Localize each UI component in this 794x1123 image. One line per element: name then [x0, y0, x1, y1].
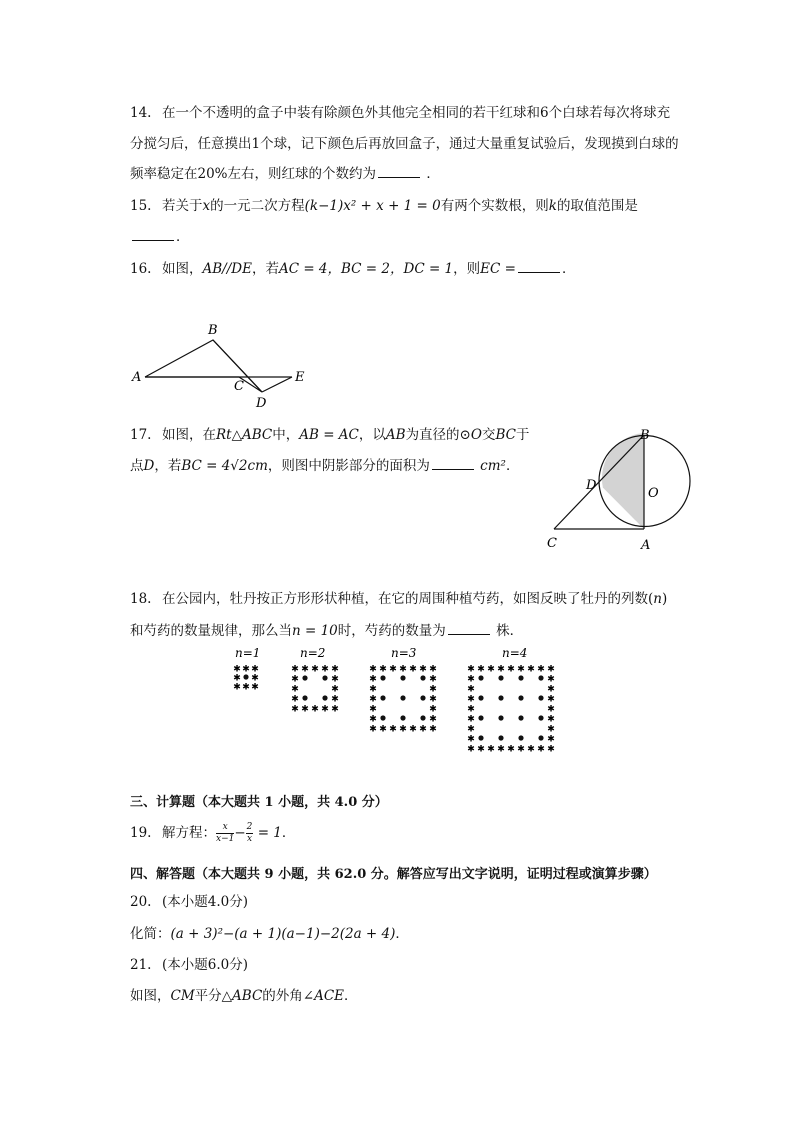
fraction-2: $\frac{2}{x}$: [246, 822, 253, 844]
peony-dot: [498, 715, 503, 720]
q17-line1: 17. 如图，在Rt△ABC中，AB = AC，以AB为直径的⊙O交BC于: [130, 427, 530, 443]
peony-border-star: ✱: [477, 744, 485, 752]
peony-border-star: ✱: [537, 744, 545, 752]
peony-border-star: ✱: [467, 734, 475, 745]
question-number: 14.: [130, 105, 152, 121]
label-c: C: [547, 536, 557, 551]
peony-border-star: ✱: [487, 744, 495, 752]
peony-dot: [518, 675, 523, 680]
q14-line3: 频率稳定在20%左右，则红球的个数约为 ．: [130, 166, 440, 182]
peony-dot: [400, 675, 405, 680]
peony-border-star: ✱: [291, 674, 299, 685]
section-4-title: 四、解答题（本大题共 9 小题，共 62.0 分。解答应写出文字说明，证明过程或演算步骤）: [130, 867, 657, 882]
answer-blank: [518, 259, 560, 273]
label-n2: n=2: [300, 646, 326, 660]
peony-dot: [420, 675, 425, 680]
fraction-1: $\frac{x}{x-1}$: [216, 822, 235, 844]
peony-dot: [538, 715, 543, 720]
peony-border-star: ✱: [369, 704, 377, 715]
peony-border-star: ✱: [369, 684, 377, 695]
peony-dot: [518, 695, 523, 700]
peony-border-star: ✱: [507, 664, 515, 675]
peony-dot: [243, 674, 248, 679]
triangle-lines: [145, 340, 262, 392]
label-n4: n=4: [502, 646, 528, 660]
question-number: 20.: [130, 894, 152, 910]
q21-header: [130, 955, 248, 975]
peony-border-star: ✱: [369, 664, 377, 675]
label-b: B: [640, 428, 650, 443]
score-note: (本小题4.0分): [162, 894, 249, 910]
peony-border-star: ✱: [527, 744, 535, 752]
peony-dot: [322, 695, 327, 700]
peony-dot: [380, 715, 385, 720]
q17-figure: [540, 425, 700, 555]
peony-dot: [498, 675, 503, 680]
peony-border-star: ✱: [547, 694, 555, 705]
line-de: [262, 377, 292, 392]
peony-dot: [380, 675, 385, 680]
q14-line1: 14. 在一个不透明的盒子中装有除颜色外其他完全相同的若干红球和6个白球若每次将球充: [130, 105, 671, 121]
peony-border-star: ✱: [369, 724, 377, 735]
peony-border-star: ✱: [233, 673, 241, 684]
peony-border-star: ✱: [547, 674, 555, 685]
peony-border-star: ✱: [517, 744, 525, 752]
score-note: (本小题6.0分): [162, 957, 249, 973]
peony-dot: [498, 735, 503, 740]
peony-dot: [380, 695, 385, 700]
peony-dot: [518, 735, 523, 740]
peony-border-star: ✱: [331, 664, 339, 675]
peony-border-star: ✱: [429, 684, 437, 695]
q20-body: 化简：(a + 3)²−(a + 1)(a−1)−2(2a + 4)．: [130, 926, 409, 942]
peony-border-star: ✱: [547, 664, 555, 675]
peony-border-star: ✱: [467, 704, 475, 715]
label-e: E: [295, 370, 305, 385]
peony-border-star: ✱: [547, 744, 555, 752]
peony-border-star: ✱: [369, 674, 377, 685]
expression: (a + 3)²−(a + 1)(a−1)−2(2a + 4): [170, 926, 396, 942]
peony-border-star: ✱: [467, 694, 475, 705]
peony-dot: [498, 695, 503, 700]
peony-border-star: ✱: [517, 664, 525, 675]
peony-dot: [478, 695, 483, 700]
peony-border-star: ✱: [467, 724, 475, 735]
label-o: O: [648, 486, 659, 501]
peony-dot: [538, 695, 543, 700]
peony-border-star: ✱: [467, 744, 475, 752]
peony-dot: [420, 695, 425, 700]
peony-border-star: ✱: [547, 724, 555, 735]
peony-border-star: ✱: [429, 674, 437, 685]
peony-border-star: ✱: [233, 664, 241, 675]
question-number: 17.: [130, 427, 152, 443]
q17-line2: 点D，若BC = 4√2cm，则图中阴影部分的面积为 cm²．: [130, 458, 520, 474]
section-3-title: 三、计算题（本大题共 1 小题，共 4.0 分）: [130, 795, 388, 810]
peony-border-star: ✱: [429, 714, 437, 725]
peony-border-star: ✱: [301, 704, 309, 715]
label-d: D: [586, 478, 597, 493]
peony-border-star: ✱: [291, 684, 299, 695]
peony-border-star: ✱: [242, 664, 250, 675]
question-number: 15.: [130, 198, 152, 214]
peony-border-star: ✱: [331, 694, 339, 705]
peony-dot: [302, 695, 307, 700]
equation: (k−1)x² + x + 1 = 0: [304, 198, 441, 214]
peony-dot: [478, 735, 483, 740]
peony-border-star: ✱: [429, 664, 437, 675]
peony-border-star: ✱: [419, 664, 427, 675]
peony-border-star: ✱: [233, 682, 241, 693]
q21-body: 如图，CM平分△ABC的外角∠ACE．: [130, 988, 358, 1004]
peony-dot: [400, 695, 405, 700]
peony-border-star: ✱: [369, 694, 377, 705]
peony-dot: [420, 715, 425, 720]
peony-border-star: ✱: [291, 704, 299, 715]
peony-dot: [322, 675, 327, 680]
label-n1: n=1: [235, 646, 261, 660]
peony-border-star: ✱: [242, 682, 250, 693]
answer-blank: [432, 456, 474, 470]
peony-border-star: ✱: [399, 664, 407, 675]
peony-border-star: ✱: [251, 673, 259, 684]
peony-border-star: ✱: [547, 704, 555, 715]
label-c: C: [234, 379, 244, 394]
peony-border-star: ✱: [409, 724, 417, 735]
peony-border-star: ✱: [419, 724, 427, 735]
peony-border-star: ✱: [331, 674, 339, 685]
peony-border-star: ✱: [291, 664, 299, 675]
peony-dot: [478, 675, 483, 680]
peony-border-star: ✱: [379, 724, 387, 735]
peony-border-star: ✱: [467, 684, 475, 695]
peony-border-star: ✱: [409, 664, 417, 675]
peony-border-star: ✱: [497, 744, 505, 752]
q14-line2: 分搅匀后，任意摸出1个球，记下颜色后再放回盒子，通过大量重复试验后，发现摸到白球的: [130, 136, 679, 152]
peony-dot: [400, 715, 405, 720]
peony-dot: [538, 735, 543, 740]
label-b: B: [208, 323, 218, 338]
q15-line2: ．: [130, 227, 190, 247]
label-n3: n=3: [391, 646, 417, 660]
answer-blank: [132, 227, 174, 241]
peony-border-star: ✱: [369, 714, 377, 725]
peony-dot: [302, 675, 307, 680]
label-a: A: [641, 538, 651, 553]
peony-border-star: ✱: [547, 714, 555, 725]
question-number: 21.: [130, 957, 152, 973]
q16-line1: 16. 如图，AB//DE，若AC = 4，BC = 2，DC = 1，则EC = ．: [130, 261, 576, 277]
peony-border-star: ✱: [467, 664, 475, 675]
question-number: 18.: [130, 591, 152, 607]
peony-border-star: ✱: [467, 714, 475, 725]
peony-border-star: ✱: [301, 664, 309, 675]
peony-border-star: ✱: [467, 674, 475, 685]
peony-dot: [538, 675, 543, 680]
peony-border-star: ✱: [429, 694, 437, 705]
peony-border-star: ✱: [321, 664, 329, 675]
peony-border-star: ✱: [527, 664, 535, 675]
q18-figure: [225, 642, 565, 752]
peony-grids: [233, 665, 555, 753]
question-number: 19.: [130, 825, 152, 841]
q15-line1: 15. 若关于x的一元二次方程(k−1)x² + x + 1 = 0有两个实数根，则k的取值范围是: [130, 198, 638, 214]
peony-border-star: ✱: [497, 664, 505, 675]
question-number: 16.: [130, 261, 152, 277]
peony-border-star: ✱: [311, 664, 319, 675]
peony-border-star: ✱: [547, 684, 555, 695]
peony-border-star: ✱: [251, 682, 259, 693]
peony-border-star: ✱: [487, 664, 495, 675]
q19-line: 19. 解方程： $\frac{x}{x-1}$ − $\frac{2}{x}$ = 1．: [130, 822, 296, 844]
peony-dot: [478, 715, 483, 720]
peony-border-star: ✱: [321, 704, 329, 715]
peony-border-star: ✱: [429, 724, 437, 735]
label-a: A: [132, 370, 142, 385]
answer-blank: [448, 621, 490, 635]
q16-figure: [128, 318, 318, 413]
peony-border-star: ✱: [389, 724, 397, 735]
peony-border-star: ✱: [507, 744, 515, 752]
q20-header: [130, 892, 248, 912]
peony-border-star: ✱: [311, 704, 319, 715]
peony-border-star: ✱: [331, 704, 339, 715]
answer-blank: [378, 164, 420, 178]
q18-line2: 和芍药的数量规律，那么当n = 10时，芍药的数量为 株．: [130, 623, 524, 639]
shaded-region: [602, 433, 644, 529]
q18-line1: 18. 在公园内，牡丹按正方形形状种植，在它的周围种植芍药，如图反映了牡丹的列数(n): [130, 591, 668, 607]
peony-border-star: ✱: [389, 664, 397, 675]
peony-border-star: ✱: [251, 664, 259, 675]
peony-border-star: ✱: [399, 724, 407, 735]
peony-dot: [518, 715, 523, 720]
peony-border-star: ✱: [331, 684, 339, 695]
peony-border-star: ✱: [429, 704, 437, 715]
label-d: D: [256, 396, 267, 411]
peony-border-star: ✱: [547, 734, 555, 745]
peony-border-star: ✱: [291, 694, 299, 705]
peony-border-star: ✱: [477, 664, 485, 675]
peony-border-star: ✱: [379, 664, 387, 675]
peony-border-star: ✱: [537, 664, 545, 675]
